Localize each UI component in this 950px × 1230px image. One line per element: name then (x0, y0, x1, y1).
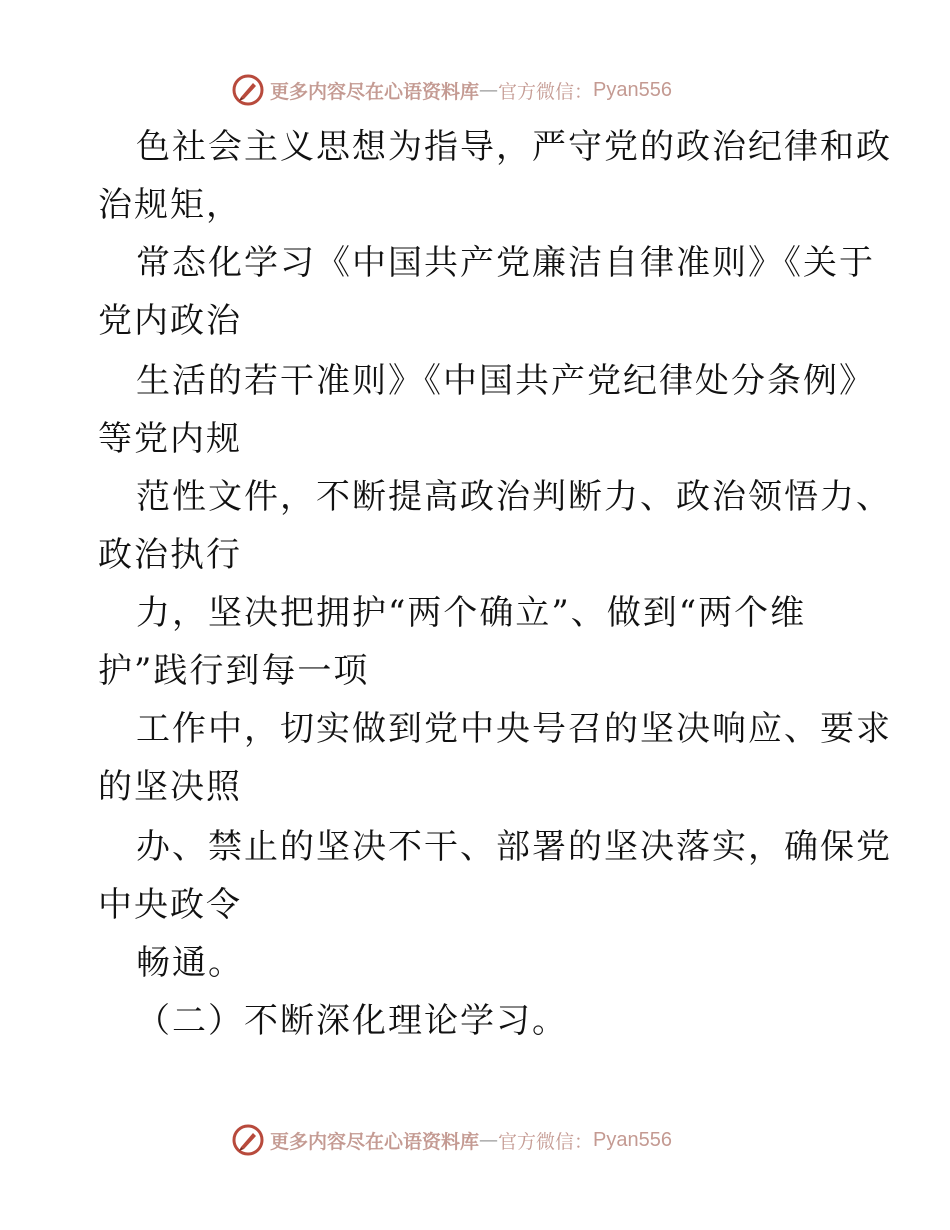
watermark-contact-label: 官方微信： (498, 1130, 594, 1153)
watermark-separator: — (479, 79, 499, 101)
body-line: 党内政治 (98, 301, 242, 341)
body-line: 等党内规 (98, 419, 242, 459)
watermark-separator: — (479, 1129, 499, 1151)
watermark-site-text: 更多内容尽在心语资料库 (270, 1130, 480, 1153)
section-heading: （二）不断深化理论学习。 (136, 1001, 568, 1041)
header-watermark (232, 72, 672, 108)
body-line: 力，坚决把拥护“两个确立”、做到“两个维 (136, 593, 807, 633)
pen-logo-icon (232, 1124, 264, 1156)
body-line: 的坚决照 (98, 767, 242, 807)
body-line: 中央政令 (98, 885, 242, 925)
body-line: 畅通。 (136, 943, 244, 983)
body-line: 工作中，切实做到党中央号召的坚决响应、要求 (136, 709, 892, 749)
watermark-contact-label: 官方微信： (498, 80, 594, 103)
body-line: 常态化学习《中国共产党廉洁自律准则》《关于 (136, 243, 875, 283)
body-line: 生活的若干准则》《中国共产党纪律处分条例》 (136, 361, 875, 401)
body-line: 护”践行到每一项 (98, 651, 370, 691)
body-line: 范性文件，不断提高政治判断力、政治领悟力、 (136, 477, 892, 517)
body-line: 色社会主义思想为指导，严守党的政治纪律和政 (136, 127, 892, 167)
footer-watermark (232, 1122, 672, 1158)
body-line: 政治执行 (98, 535, 242, 575)
watermark-site-text: 更多内容尽在心语资料库 (270, 80, 480, 103)
watermark-contact-id: Pyan556 (593, 1128, 672, 1151)
body-line: 办、禁止的坚决不干、部署的坚决落实，确保党 (136, 827, 892, 867)
body-line: 治规矩， (98, 185, 242, 225)
watermark-contact-id: Pyan556 (593, 78, 672, 101)
pen-logo-icon (232, 74, 264, 106)
